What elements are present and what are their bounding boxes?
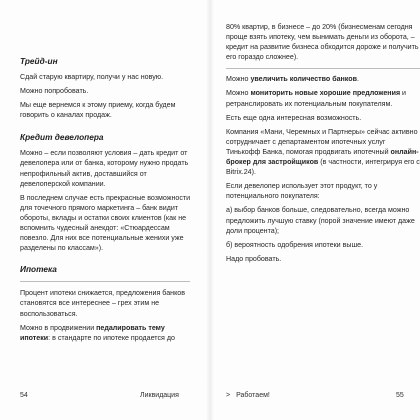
- paragraph-text: (в частности, интегрируя его с Bitrix.24).: [226, 158, 420, 177]
- paragraph: [226, 127, 420, 177]
- section-rule: [226, 68, 420, 69]
- paragraph: Процент ипотеки снижается, предложения банков становятся все интереснее – грех этим не воспользоваться.: [20, 289, 185, 318]
- right-page: [210, 0, 420, 420]
- paragraph: Если девелопер использует этот продукт, то у потенциального покупателя:: [226, 182, 378, 201]
- heading-rule: [20, 281, 190, 282]
- paragraph: [226, 74, 420, 84]
- paragraph: б) вероятность одобрения ипотеки выше.: [226, 240, 364, 249]
- paragraph: Есть еще одна интересная возможность.: [226, 113, 362, 122]
- paragraph: В последнем случае есть прекрасные возможности для точечного прямого маркетинга – банк видит обороты, вклады и остатки своих клиентов (как не вспомнить чудесный анекдот: «Стюардессам повезло. Для них все потенциальные женихи уже разделены по классам»).: [20, 193, 191, 253]
- paragraph: а) выбор банков больше, следовательно, всегда можно предложить лучшую ставку (порой значение имеют даже доли процента);: [226, 206, 415, 235]
- running-title-text: Работаем!: [236, 392, 270, 399]
- paragraph-text: и ретранслировать их потенциальным покупателям.: [226, 89, 407, 108]
- heading-mortgage: Ипотека: [20, 264, 57, 275]
- paragraph: 80% квартир, в бизнесе – до 20% (бизнесменам сегодня проще взять ипотеку, чем вынимать деньги из оборота, – кредит на развитие бизнеса обходится дороже и получить его гораздо сложнее).: [226, 23, 419, 62]
- paragraph-text: Можно: [226, 75, 251, 84]
- emphasis-text: онлайн-брокер для застройщиков: [226, 147, 419, 167]
- running-title-left: Ликвидация: [140, 392, 179, 399]
- paragraph: Мы еще вернемся к этому приему, когда будем говорить о каналах продаж.: [20, 101, 176, 120]
- paragraph-text: .: [356, 75, 359, 84]
- paragraph: [20, 323, 192, 343]
- paragraph: Сдай старую квартиру, получи у нас новую.: [20, 73, 164, 81]
- paragraph-text: : в стандарте по ипотеке продается до: [48, 333, 175, 342]
- heading-trade-in: Трейд-ин: [20, 56, 58, 66]
- paragraph: [226, 88, 420, 108]
- page-number-right: 55: [396, 392, 404, 399]
- emphasis-text: мониторить новые хорошие предложения: [250, 89, 401, 98]
- paragraph: Можно попробовать.: [20, 87, 89, 96]
- paragraph: Можно – если позволяют условия – дать кредит от девелопера или от банка, которому нужно продать непрофильный актив, доставшийся от девелоперской компании.: [20, 149, 189, 188]
- paragraph-text: Компания «Мани, Черемных и Партнеры» сейчас активно сотрудничает с департаментом ипотечных услуг Тинькофф Банка, помогая продвигать ипотечный: [226, 127, 418, 156]
- emphasis-text: педалировать тему ипотеки: [20, 323, 165, 342]
- paragraph: Надо пробовать.: [226, 254, 282, 263]
- paragraph-text: Можно: [226, 89, 251, 98]
- emphasis-text: увеличить количество банков: [250, 75, 357, 84]
- page-number-left: 54: [20, 392, 28, 399]
- chevron-right-icon: >: [226, 392, 231, 399]
- running-title-right: [226, 391, 270, 400]
- heading-developer-credit: Кредит девелопера: [20, 132, 104, 143]
- paragraph-text: Можно в продвижении: [20, 323, 97, 332]
